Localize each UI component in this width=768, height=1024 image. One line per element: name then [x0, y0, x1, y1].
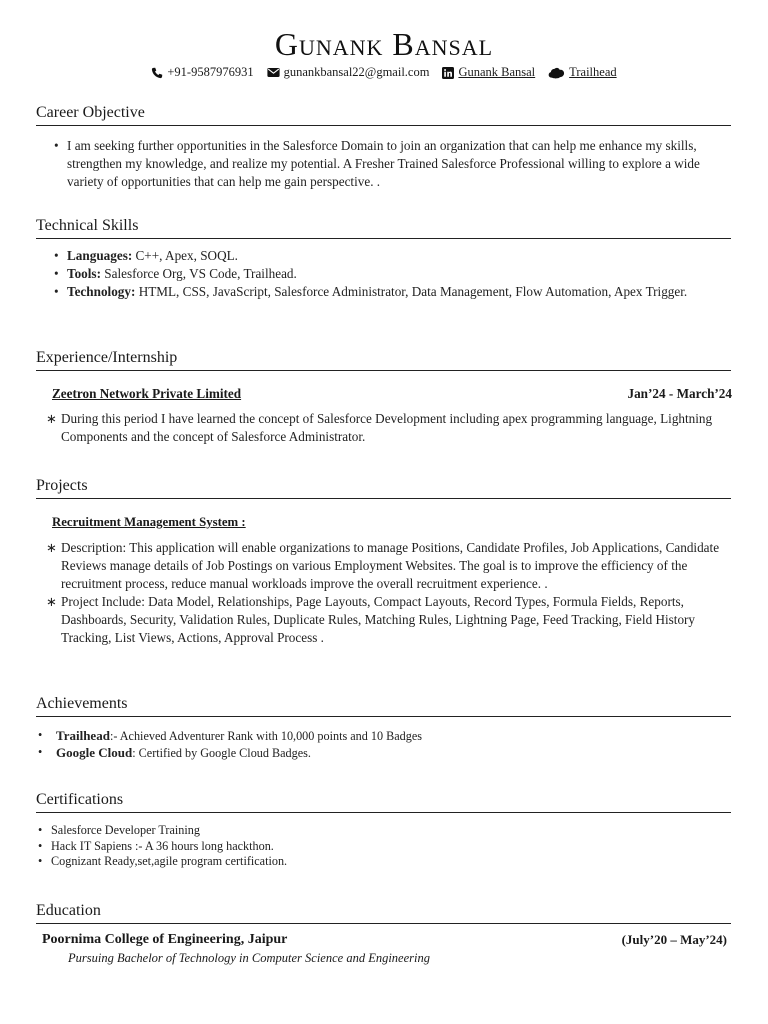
- certification-item: • Salesforce Developer Training: [36, 823, 716, 839]
- project-entry-header: [52, 515, 732, 530]
- career-objective-text: • I am seeking further opportunities in the Salesforce Domain to join an organization that can help me enhance my skills, strengthen my knowledge, and realize my potential. A Fresher Trained Salesforce Professional willing to explore a wide variety of opportunities that can help me gain perspective. .: [52, 137, 732, 191]
- skill-label: Languages:: [67, 248, 133, 263]
- section-title-projects: Projects: [36, 477, 731, 499]
- institution-name: Poornima College of Engineering, Jaipur: [42, 932, 288, 947]
- envelope-icon: [267, 67, 280, 78]
- phone-contact[interactable]: [151, 65, 253, 80]
- achievements-list: [36, 728, 716, 761]
- skill-label: Tools:: [67, 266, 101, 281]
- skill-value: HTML, CSS, JavaScript, Salesforce Administrator, Data Management, Flow Automation, Apex Trigger.: [135, 284, 688, 299]
- email-contact[interactable]: [267, 65, 430, 80]
- section-title-technical-skills: Technical Skills: [36, 217, 731, 239]
- contact-bar: [0, 65, 768, 80]
- section-title-career-objective: Career Objective: [36, 104, 731, 126]
- email-address: gunankbansal22@gmail.com: [283, 65, 430, 79]
- achievement-item: [36, 745, 716, 762]
- career-objective-list: [52, 137, 732, 191]
- trailhead-link[interactable]: [548, 65, 616, 80]
- certifications-list: [36, 823, 716, 870]
- degree-description: Pursuing Bachelor of Technology in Computer Science and Engineering: [68, 951, 430, 965]
- achievement-value: : Certified by Google Cloud Badges.: [132, 745, 311, 760]
- education-entry-header: [42, 932, 727, 948]
- trailhead-label: Trailhead: [569, 65, 617, 79]
- project-description: ∗ Description: This application will enable organizations to manage Positions, Candidate Profiles, Job Applications, Candidate Reviews manage details of Job Postings on various Employment Websites. The goal is to improve the efficiency of the recruitment process, reduce manual workloads improve the overall recruitment experience. .: [46, 539, 736, 593]
- skill-item-languages: [52, 247, 732, 265]
- achievement-item: [36, 728, 716, 745]
- skill-value: C++, Apex, SOQL.: [132, 248, 238, 263]
- linkedin-icon: [442, 67, 454, 79]
- education-dates: (July’20 – May’24): [621, 932, 727, 947]
- section-title-achievements: Achievements: [36, 695, 731, 717]
- project-name: Recruitment Management System :: [52, 515, 246, 529]
- skill-item-tools: [52, 265, 732, 283]
- experience-dates: Jan’24 - March’24: [627, 386, 732, 401]
- phone-number: +91-9587976931: [167, 65, 254, 79]
- experience-list: [46, 410, 736, 446]
- project-includes: ∗ Project Include: Data Model, Relationships, Page Layouts, Compact Layouts, Record Types, Formula Fields, Reports, Dashboards, Security, Validation Rules, Duplicate Rules, Matching Rules, Lightning Page, Feed Tracking, Field History Tracking, List Views, Actions, Approval Process .: [46, 593, 736, 647]
- achievement-label: Google Cloud: [56, 744, 133, 760]
- skill-label: Technology:: [67, 284, 136, 299]
- skill-item-technology: [52, 283, 732, 301]
- achievement-value: :- Achieved Adventurer Rank with 10,000 points and 10 Badges: [109, 729, 423, 743]
- linkedin-link[interactable]: [442, 65, 535, 80]
- certification-item: • Hack IT Sapiens :- A 36 hours long hackthon.: [36, 839, 716, 855]
- skill-value: Salesforce Org, VS Code, Trailhead.: [100, 266, 297, 281]
- company-name: Zeetron Network Private Limited: [52, 386, 242, 401]
- certification-item: • Cognizant Ready,set,agile program certification.: [36, 854, 716, 870]
- technical-skills-list: [52, 247, 732, 301]
- phone-icon: [151, 67, 163, 79]
- section-title-certifications: Certifications: [36, 791, 731, 813]
- section-title-education: Education: [36, 902, 731, 924]
- achievement-label: Trailhead: [56, 728, 110, 743]
- candidate-name: Gunank Bansal: [274, 26, 494, 62]
- salesforce-cloud-icon: [548, 67, 565, 79]
- experience-description: ∗ During this period I have learned the concept of Salesforce Development including apex programming language, Lightning Components and the concept of Salesforce Administrator.: [46, 410, 736, 446]
- experience-entry-header: [52, 386, 732, 402]
- section-title-experience: Experience/Internship: [36, 349, 731, 371]
- linkedin-label: Gunank Bansal: [458, 65, 536, 79]
- project-details-list: [46, 539, 736, 647]
